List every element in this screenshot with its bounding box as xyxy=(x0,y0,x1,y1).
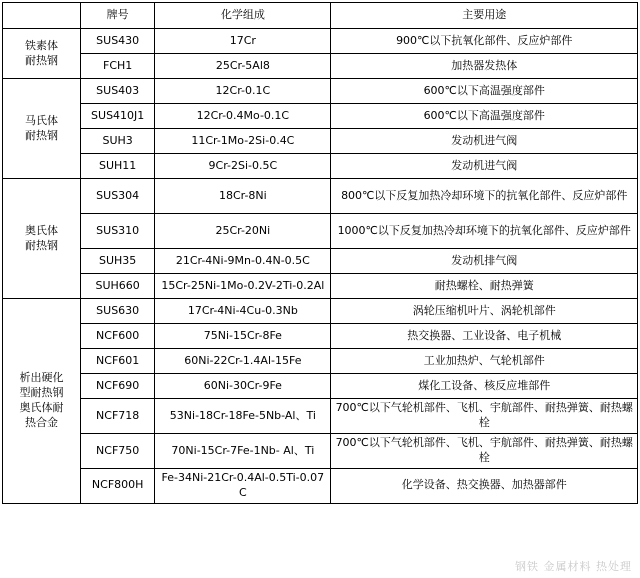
use-cell: 800℃以下反复加热冷却环境下的抗氧化部件、反应炉部件 xyxy=(331,179,638,214)
composition-cell: 53Ni-18Cr-18Fe-5Nb-Al、Ti xyxy=(155,399,331,434)
composition-cell: 15Cr-25Ni-1Mo-0.2V-2Ti-0.2Al xyxy=(155,274,331,299)
grade-cell: SUS403 xyxy=(81,79,155,104)
use-cell: 发动机进气阀 xyxy=(331,129,638,154)
group-label-line: 奥氏体耐 xyxy=(19,400,64,414)
composition-cell: 12Cr-0.1C xyxy=(155,79,331,104)
composition-cell: 25Cr-20Ni xyxy=(155,214,331,249)
group-label-line: 耐热钢 xyxy=(25,128,59,142)
table-row xyxy=(3,374,638,399)
table-row xyxy=(3,399,638,434)
table-row xyxy=(3,29,638,54)
group-label-line: 耐热钢 xyxy=(25,53,59,67)
table-row xyxy=(3,104,638,129)
grade-cell: SUS630 xyxy=(81,299,155,324)
grade-cell: SUS304 xyxy=(81,179,155,214)
table-row xyxy=(3,274,638,299)
table-header xyxy=(3,3,638,29)
composition-cell: 60Ni-30Cr-9Fe xyxy=(155,374,331,399)
grade-cell: NCF600 xyxy=(81,324,155,349)
use-cell: 工业加热炉、气轮机部件 xyxy=(331,349,638,374)
grade-cell: SUS430 xyxy=(81,29,155,54)
group-label-martensitic xyxy=(3,79,81,179)
grade-cell: NCF800H xyxy=(81,469,155,504)
grade-cell: SUH11 xyxy=(81,154,155,179)
table-row xyxy=(3,154,638,179)
grade-cell: SUS310 xyxy=(81,214,155,249)
table-row xyxy=(3,214,638,249)
use-cell: 发动机进气阀 xyxy=(331,154,638,179)
table-row xyxy=(3,434,638,469)
table-body xyxy=(3,29,638,504)
table-row xyxy=(3,249,638,274)
group-label-line: 耐热钢 xyxy=(25,238,59,252)
grade-cell: FCH1 xyxy=(81,54,155,79)
composition-cell: 12Cr-0.4Mo-0.1C xyxy=(155,104,331,129)
composition-cell: 11Cr-1Mo-2Si-0.4C xyxy=(155,129,331,154)
use-cell: 发动机排气阀 xyxy=(331,249,638,274)
composition-cell: 9Cr-2Si-0.5C xyxy=(155,154,331,179)
composition-cell: 17Cr-4Ni-4Cu-0.3Nb xyxy=(155,299,331,324)
use-cell: 耐热螺栓、耐热弹簧 xyxy=(331,274,638,299)
use-cell: 600℃以下高温强度部件 xyxy=(331,79,638,104)
group-label-line: 型耐热钢 xyxy=(19,386,64,399)
grade-cell: NCF750 xyxy=(81,434,155,469)
grade-cell: NCF601 xyxy=(81,349,155,374)
use-cell: 700℃以下气轮机部件、飞机、宇航部件、耐热弹簧、耐热螺栓 xyxy=(331,434,638,469)
use-cell: 700℃以下气轮机部件、飞机、宇航部件、耐热弹簧、耐热螺栓 xyxy=(331,399,638,434)
document-sheet xyxy=(0,2,640,578)
grade-cell: SUH3 xyxy=(81,129,155,154)
use-cell: 900℃以下抗氧化部件、反应炉部件 xyxy=(331,29,638,54)
column-header-grade: 牌号 xyxy=(81,3,155,29)
composition-cell: 17Cr xyxy=(155,29,331,54)
use-cell: 煤化工设备、核反应堆部件 xyxy=(331,374,638,399)
composition-cell: 70Ni-15Cr-7Fe-1Nb- Al、Ti xyxy=(155,434,331,469)
use-cell: 涡轮压缩机叶片、涡轮机部件 xyxy=(331,299,638,324)
table-row xyxy=(3,469,638,504)
grade-cell: NCF690 xyxy=(81,374,155,399)
table-row xyxy=(3,324,638,349)
grade-cell: SUH35 xyxy=(81,249,155,274)
group-label-ferritic xyxy=(3,29,81,79)
table-header-row xyxy=(3,3,638,29)
column-header-composition: 化学组成 xyxy=(155,3,331,29)
table-row xyxy=(3,129,638,154)
watermark-text: 钢铁 金属材料 热处理 xyxy=(515,560,632,573)
group-label-line: 析出硬化 xyxy=(19,371,64,385)
table-row xyxy=(3,299,638,324)
composition-cell: 25Cr-5Al8 xyxy=(155,54,331,79)
group-label-line: 铁素体 xyxy=(25,38,59,52)
table-row xyxy=(3,54,638,79)
group-label-austenitic xyxy=(3,179,81,299)
table-row xyxy=(3,349,638,374)
heat-resistant-steel-table xyxy=(2,2,638,504)
use-cell: 化学设备、热交换器、加热器部件 xyxy=(331,469,638,504)
composition-cell: Fe-34Ni-21Cr-0.4Al-0.5Ti-0.07C xyxy=(155,469,331,504)
group-label-precipitation-hardening xyxy=(3,299,81,504)
column-header-group xyxy=(3,3,81,29)
table-row xyxy=(3,79,638,104)
composition-cell: 21Cr-4Ni-9Mn-0.4N-0.5C xyxy=(155,249,331,274)
composition-cell: 75Ni-15Cr-8Fe xyxy=(155,324,331,349)
group-label-line: 热合金 xyxy=(25,415,59,429)
use-cell: 1000℃以下反复加热冷却环境下的抗氧化部件、反应炉部件 xyxy=(331,214,638,249)
use-cell: 600℃以下高温强度部件 xyxy=(331,104,638,129)
grade-cell: SUS410J1 xyxy=(81,104,155,129)
composition-cell: 60Ni-22Cr-1.4Al-15Fe xyxy=(155,349,331,374)
table-row xyxy=(3,179,638,214)
grade-cell: NCF718 xyxy=(81,399,155,434)
use-cell: 热交换器、工业设备、电子机械 xyxy=(331,324,638,349)
use-cell: 加热器发热体 xyxy=(331,54,638,79)
grade-cell: SUH660 xyxy=(81,274,155,299)
group-label-line: 马氏体 xyxy=(25,113,59,127)
group-label-line: 奥氏体 xyxy=(25,223,59,237)
composition-cell: 18Cr-8Ni xyxy=(155,179,331,214)
column-header-use: 主要用途 xyxy=(331,3,638,29)
